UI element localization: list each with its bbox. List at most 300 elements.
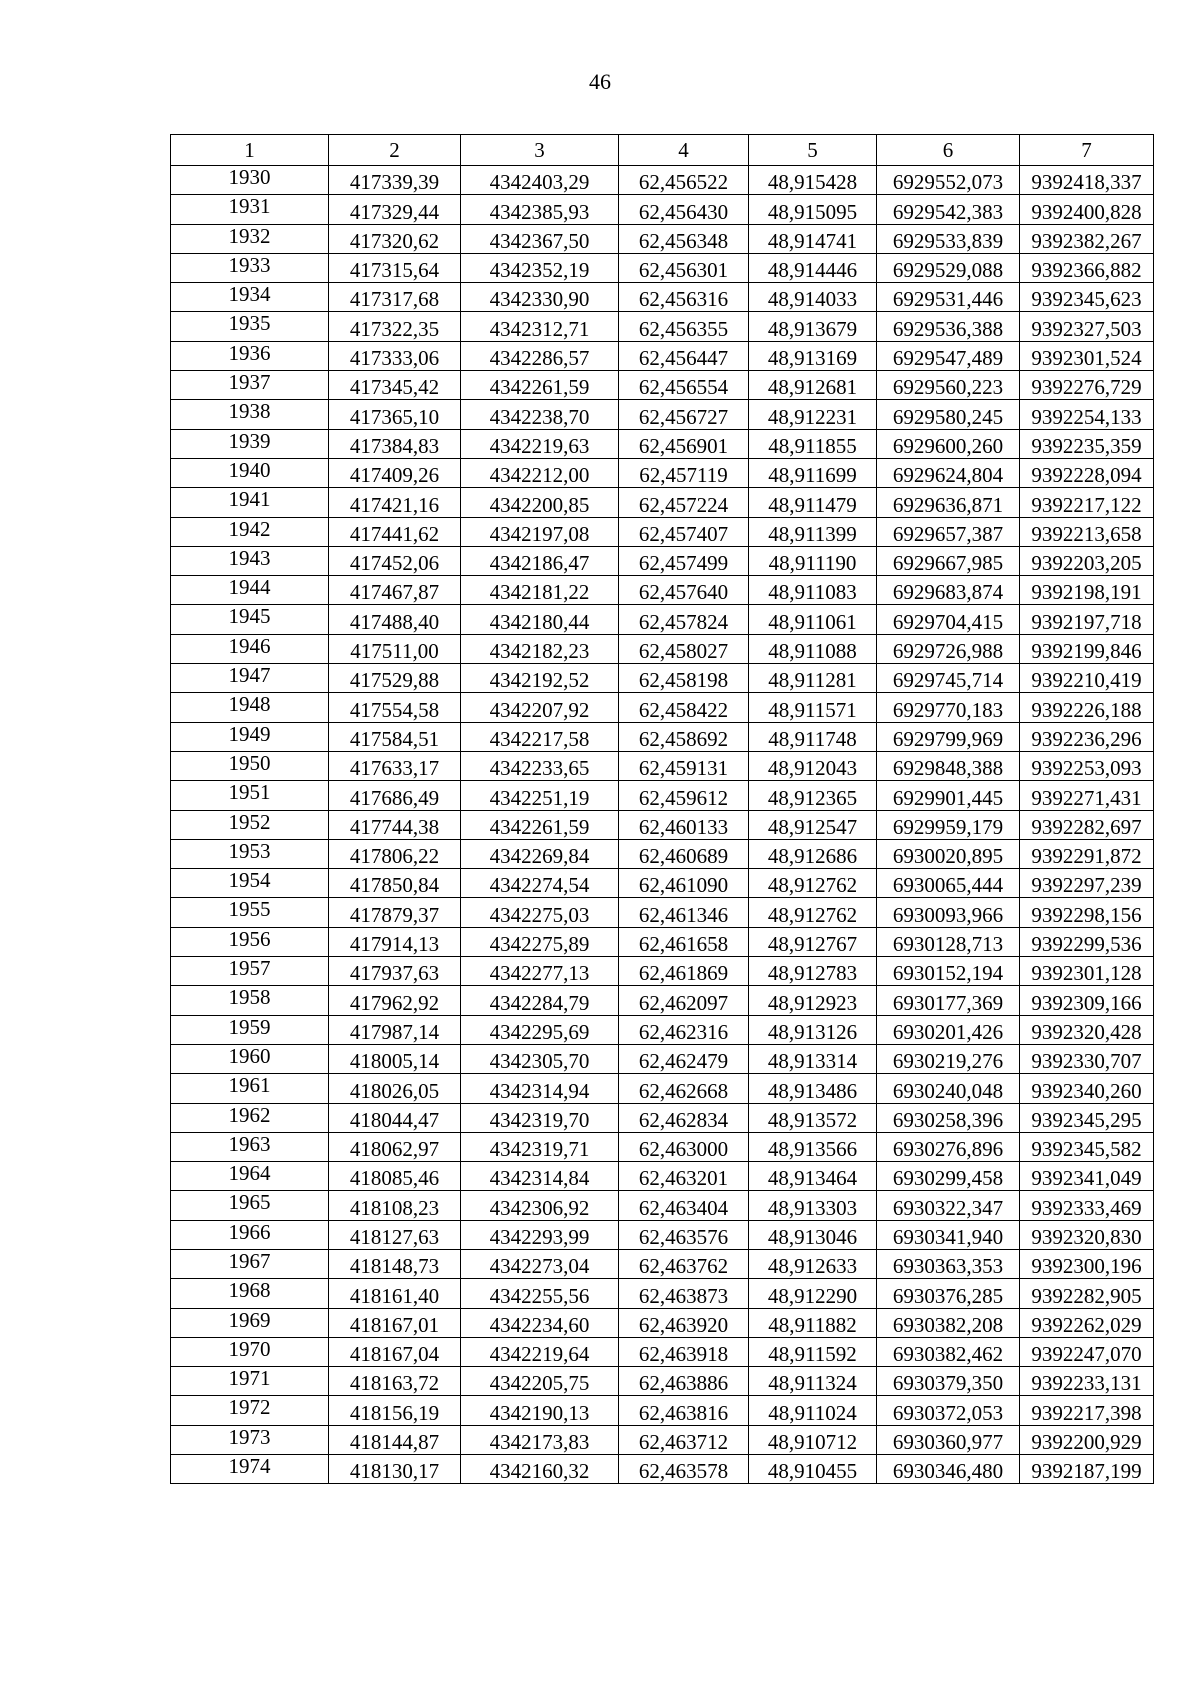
value-cell: 6929848,388: [877, 751, 1020, 780]
value-cell: 48,915095: [749, 195, 877, 224]
value-cell: 6930020,895: [877, 839, 1020, 868]
table-row: [171, 1455, 1154, 1484]
value-cell: 62,463918: [619, 1337, 749, 1366]
value-cell: 62,458692: [619, 722, 749, 751]
value-cell: 4342286,57: [461, 341, 619, 370]
value-cell: 48,913464: [749, 1162, 877, 1191]
value-cell: 417806,22: [329, 839, 461, 868]
value-cell: 6930376,285: [877, 1279, 1020, 1308]
value-cell: 4342234,60: [461, 1308, 619, 1337]
column-header: 3: [461, 135, 619, 166]
value-cell: 417554,58: [329, 693, 461, 722]
value-cell: 4342181,22: [461, 576, 619, 605]
value-cell: 9392217,398: [1020, 1396, 1154, 1425]
value-cell: 417441,62: [329, 517, 461, 546]
value-cell: 417384,83: [329, 429, 461, 458]
year-cell: 1960: [171, 1044, 329, 1073]
value-cell: 62,457119: [619, 458, 749, 487]
value-cell: 4342275,89: [461, 927, 619, 956]
table-row: [171, 283, 1154, 312]
value-cell: 6930346,480: [877, 1455, 1020, 1484]
value-cell: 48,912686: [749, 839, 877, 868]
value-cell: 48,912231: [749, 400, 877, 429]
value-cell: 4342274,54: [461, 869, 619, 898]
year-cell: 1944: [171, 576, 329, 605]
value-cell: 6929529,088: [877, 253, 1020, 282]
value-cell: 6930363,353: [877, 1249, 1020, 1278]
value-cell: 417633,17: [329, 751, 461, 780]
value-cell: 9392187,199: [1020, 1455, 1154, 1484]
value-cell: 418044,47: [329, 1103, 461, 1132]
value-cell: 6929636,871: [877, 488, 1020, 517]
year-cell: 1968: [171, 1279, 329, 1308]
value-cell: 417317,68: [329, 283, 461, 312]
table-row: [171, 1279, 1154, 1308]
value-cell: 9392197,718: [1020, 605, 1154, 634]
value-cell: 417421,16: [329, 488, 461, 517]
table-row: [171, 429, 1154, 458]
year-cell: 1951: [171, 781, 329, 810]
table-row: [171, 166, 1154, 195]
value-cell: 417744,38: [329, 810, 461, 839]
table-row: [171, 1308, 1154, 1337]
value-cell: 9392300,196: [1020, 1249, 1154, 1278]
table-row: [171, 986, 1154, 1015]
year-cell: 1933: [171, 253, 329, 282]
table-row: [171, 1074, 1154, 1103]
value-cell: 9392235,359: [1020, 429, 1154, 458]
table-row: [171, 1220, 1154, 1249]
value-cell: 6929542,383: [877, 195, 1020, 224]
table-row: [171, 1044, 1154, 1073]
value-cell: 4342314,94: [461, 1074, 619, 1103]
table-row: [171, 224, 1154, 253]
value-cell: 62,456554: [619, 371, 749, 400]
value-cell: 62,456447: [619, 341, 749, 370]
table-row: [171, 400, 1154, 429]
table-row: [171, 634, 1154, 663]
table-row: [171, 781, 1154, 810]
value-cell: 9392327,503: [1020, 312, 1154, 341]
value-cell: 4342293,99: [461, 1220, 619, 1249]
value-cell: 62,463920: [619, 1308, 749, 1337]
value-cell: 4342275,03: [461, 898, 619, 927]
value-cell: 48,911190: [749, 546, 877, 575]
value-cell: 48,912043: [749, 751, 877, 780]
year-cell: 1932: [171, 224, 329, 253]
year-cell: 1947: [171, 664, 329, 693]
value-cell: 48,913679: [749, 312, 877, 341]
year-cell: 1950: [171, 751, 329, 780]
year-cell: 1954: [171, 869, 329, 898]
column-header: 4: [619, 135, 749, 166]
table-row: [171, 371, 1154, 400]
value-cell: 417511,00: [329, 634, 461, 663]
value-cell: 6929560,223: [877, 371, 1020, 400]
value-cell: 4342312,71: [461, 312, 619, 341]
year-cell: 1943: [171, 546, 329, 575]
value-cell: 48,911699: [749, 458, 877, 487]
value-cell: 417529,88: [329, 664, 461, 693]
value-cell: 6930240,048: [877, 1074, 1020, 1103]
value-cell: 9392228,094: [1020, 458, 1154, 487]
value-cell: 4342200,85: [461, 488, 619, 517]
table-row: [171, 195, 1154, 224]
value-cell: 418156,19: [329, 1396, 461, 1425]
value-cell: 48,912290: [749, 1279, 877, 1308]
value-cell: 4342217,58: [461, 722, 619, 751]
value-cell: 6930360,977: [877, 1425, 1020, 1454]
value-cell: 62,463578: [619, 1455, 749, 1484]
value-cell: 4342180,44: [461, 605, 619, 634]
value-cell: 4342367,50: [461, 224, 619, 253]
value-cell: 6930201,426: [877, 1015, 1020, 1044]
value-cell: 9392213,658: [1020, 517, 1154, 546]
value-cell: 48,912762: [749, 898, 877, 927]
table-row: [171, 957, 1154, 986]
value-cell: 48,911855: [749, 429, 877, 458]
value-cell: 4342295,69: [461, 1015, 619, 1044]
value-cell: 9392345,295: [1020, 1103, 1154, 1132]
value-cell: 6929959,179: [877, 810, 1020, 839]
value-cell: 62,462834: [619, 1103, 749, 1132]
value-cell: 417987,14: [329, 1015, 461, 1044]
value-cell: 6930299,458: [877, 1162, 1020, 1191]
value-cell: 48,911399: [749, 517, 877, 546]
value-cell: 48,911592: [749, 1337, 877, 1366]
value-cell: 4342192,52: [461, 664, 619, 693]
value-cell: 48,914033: [749, 283, 877, 312]
value-cell: 48,910712: [749, 1425, 877, 1454]
value-cell: 6929745,714: [877, 664, 1020, 693]
value-cell: 62,456355: [619, 312, 749, 341]
value-cell: 4342306,92: [461, 1191, 619, 1220]
value-cell: 62,456301: [619, 253, 749, 282]
value-cell: 62,462316: [619, 1015, 749, 1044]
year-cell: 1945: [171, 605, 329, 634]
value-cell: 48,913566: [749, 1132, 877, 1161]
value-cell: 62,460689: [619, 839, 749, 868]
value-cell: 4342261,59: [461, 371, 619, 400]
value-cell: 6930258,396: [877, 1103, 1020, 1132]
value-cell: 6930322,347: [877, 1191, 1020, 1220]
table-row: [171, 546, 1154, 575]
value-cell: 6929536,388: [877, 312, 1020, 341]
table-row: [171, 664, 1154, 693]
value-cell: 418163,72: [329, 1367, 461, 1396]
value-cell: 4342403,29: [461, 166, 619, 195]
value-cell: 418026,05: [329, 1074, 461, 1103]
value-cell: 6930093,966: [877, 898, 1020, 927]
value-cell: 62,463000: [619, 1132, 749, 1161]
value-cell: 48,914446: [749, 253, 877, 282]
table-row: [171, 927, 1154, 956]
value-cell: 62,459612: [619, 781, 749, 810]
value-cell: 62,456430: [619, 195, 749, 224]
value-cell: 62,462479: [619, 1044, 749, 1073]
value-cell: 9392198,191: [1020, 576, 1154, 605]
value-cell: 9392320,830: [1020, 1220, 1154, 1249]
value-cell: 4342190,13: [461, 1396, 619, 1425]
value-cell: 6930379,350: [877, 1367, 1020, 1396]
value-cell: 48,913314: [749, 1044, 877, 1073]
value-cell: 417333,06: [329, 341, 461, 370]
value-cell: 6930128,713: [877, 927, 1020, 956]
table-row: [171, 1367, 1154, 1396]
year-cell: 1941: [171, 488, 329, 517]
value-cell: 9392301,524: [1020, 341, 1154, 370]
value-cell: 9392291,872: [1020, 839, 1154, 868]
value-cell: 6930065,444: [877, 869, 1020, 898]
year-cell: 1971: [171, 1367, 329, 1396]
year-cell: 1934: [171, 283, 329, 312]
year-cell: 1946: [171, 634, 329, 663]
value-cell: 62,457640: [619, 576, 749, 605]
year-cell: 1931: [171, 195, 329, 224]
value-cell: 48,911281: [749, 664, 877, 693]
value-cell: 417962,92: [329, 986, 461, 1015]
value-cell: 62,458198: [619, 664, 749, 693]
table-row: [171, 312, 1154, 341]
value-cell: 62,456901: [619, 429, 749, 458]
value-cell: 62,463762: [619, 1249, 749, 1278]
value-cell: 417850,84: [329, 869, 461, 898]
value-cell: 9392345,623: [1020, 283, 1154, 312]
value-cell: 9392217,122: [1020, 488, 1154, 517]
value-cell: 418127,63: [329, 1220, 461, 1249]
table-row: [171, 751, 1154, 780]
value-cell: 4342352,19: [461, 253, 619, 282]
year-cell: 1930: [171, 166, 329, 195]
value-cell: 62,456316: [619, 283, 749, 312]
value-cell: 48,915428: [749, 166, 877, 195]
value-cell: 6930382,462: [877, 1337, 1020, 1366]
year-cell: 1964: [171, 1162, 329, 1191]
column-header: 5: [749, 135, 877, 166]
value-cell: 62,463576: [619, 1220, 749, 1249]
table-row: [171, 1396, 1154, 1425]
value-cell: 4342197,08: [461, 517, 619, 546]
value-cell: 9392282,905: [1020, 1279, 1154, 1308]
value-cell: 9392233,131: [1020, 1367, 1154, 1396]
value-cell: 62,456348: [619, 224, 749, 253]
value-cell: 4342173,83: [461, 1425, 619, 1454]
year-cell: 1965: [171, 1191, 329, 1220]
table-row: [171, 1162, 1154, 1191]
value-cell: 4342385,93: [461, 195, 619, 224]
value-cell: 9392203,205: [1020, 546, 1154, 575]
year-cell: 1970: [171, 1337, 329, 1366]
table-row: [171, 1337, 1154, 1366]
value-cell: 417320,62: [329, 224, 461, 253]
value-cell: 4342305,70: [461, 1044, 619, 1073]
value-cell: 48,911088: [749, 634, 877, 663]
table-row: [171, 517, 1154, 546]
table-row: [171, 576, 1154, 605]
value-cell: 417409,26: [329, 458, 461, 487]
table-row: [171, 1132, 1154, 1161]
value-cell: 4342233,65: [461, 751, 619, 780]
value-cell: 418005,14: [329, 1044, 461, 1073]
year-cell: 1957: [171, 957, 329, 986]
year-cell: 1963: [171, 1132, 329, 1161]
value-cell: 62,456727: [619, 400, 749, 429]
value-cell: 6929600,260: [877, 429, 1020, 458]
value-cell: 418085,46: [329, 1162, 461, 1191]
value-cell: 6929704,415: [877, 605, 1020, 634]
value-cell: 417329,44: [329, 195, 461, 224]
value-cell: 48,913046: [749, 1220, 877, 1249]
value-cell: 4342251,19: [461, 781, 619, 810]
value-cell: 417322,35: [329, 312, 461, 341]
value-cell: 62,461346: [619, 898, 749, 927]
value-cell: 6929667,985: [877, 546, 1020, 575]
value-cell: 6929624,804: [877, 458, 1020, 487]
value-cell: 48,912365: [749, 781, 877, 810]
year-cell: 1956: [171, 927, 329, 956]
table-row: [171, 1015, 1154, 1044]
value-cell: 62,463201: [619, 1162, 749, 1191]
year-cell: 1953: [171, 839, 329, 868]
value-cell: 9392262,029: [1020, 1308, 1154, 1337]
value-cell: 6930382,208: [877, 1308, 1020, 1337]
value-cell: 48,913303: [749, 1191, 877, 1220]
value-cell: 4342255,56: [461, 1279, 619, 1308]
value-cell: 9392200,929: [1020, 1425, 1154, 1454]
year-cell: 1959: [171, 1015, 329, 1044]
value-cell: 48,912547: [749, 810, 877, 839]
value-cell: 6929770,183: [877, 693, 1020, 722]
value-cell: 4342219,64: [461, 1337, 619, 1366]
value-cell: 417452,06: [329, 546, 461, 575]
value-cell: 62,463712: [619, 1425, 749, 1454]
value-cell: 418161,40: [329, 1279, 461, 1308]
value-cell: 62,463816: [619, 1396, 749, 1425]
table-row: [171, 1103, 1154, 1132]
value-cell: 417365,10: [329, 400, 461, 429]
value-cell: 62,462097: [619, 986, 749, 1015]
value-cell: 9392320,428: [1020, 1015, 1154, 1044]
value-cell: 9392282,697: [1020, 810, 1154, 839]
value-cell: 6930341,940: [877, 1220, 1020, 1249]
column-header: 2: [329, 135, 461, 166]
value-cell: 418062,97: [329, 1132, 461, 1161]
year-cell: 1942: [171, 517, 329, 546]
value-cell: 9392366,882: [1020, 253, 1154, 282]
year-cell: 1973: [171, 1425, 329, 1454]
year-cell: 1940: [171, 458, 329, 487]
year-cell: 1967: [171, 1249, 329, 1278]
value-cell: 4342330,90: [461, 283, 619, 312]
value-cell: 62,458027: [619, 634, 749, 663]
value-cell: 48,911024: [749, 1396, 877, 1425]
value-cell: 9392297,239: [1020, 869, 1154, 898]
year-cell: 1974: [171, 1455, 329, 1484]
value-cell: 62,457499: [619, 546, 749, 575]
value-cell: 62,461658: [619, 927, 749, 956]
value-cell: 48,913486: [749, 1074, 877, 1103]
value-cell: 4342205,75: [461, 1367, 619, 1396]
value-cell: 417584,51: [329, 722, 461, 751]
year-cell: 1949: [171, 722, 329, 751]
table-header-row: [171, 135, 1154, 166]
value-cell: 48,911083: [749, 576, 877, 605]
value-cell: 62,461869: [619, 957, 749, 986]
table-row: [171, 488, 1154, 517]
value-cell: 4342284,79: [461, 986, 619, 1015]
value-cell: 62,457407: [619, 517, 749, 546]
column-header: 6: [877, 135, 1020, 166]
value-cell: 48,912923: [749, 986, 877, 1015]
value-cell: 62,456522: [619, 166, 749, 195]
value-cell: 48,912681: [749, 371, 877, 400]
value-cell: 417315,64: [329, 253, 461, 282]
value-cell: 417914,13: [329, 927, 461, 956]
value-cell: 6929901,445: [877, 781, 1020, 810]
value-cell: 9392226,188: [1020, 693, 1154, 722]
year-cell: 1937: [171, 371, 329, 400]
value-cell: 48,912767: [749, 927, 877, 956]
value-cell: 4342319,71: [461, 1132, 619, 1161]
table-row: [171, 605, 1154, 634]
value-cell: 4342269,84: [461, 839, 619, 868]
page-number: 46: [589, 69, 611, 94]
value-cell: 4342238,70: [461, 400, 619, 429]
year-cell: 1962: [171, 1103, 329, 1132]
value-cell: 9392301,128: [1020, 957, 1154, 986]
value-cell: 6929533,839: [877, 224, 1020, 253]
value-cell: 4342207,92: [461, 693, 619, 722]
year-cell: 1935: [171, 312, 329, 341]
table-row: [171, 1191, 1154, 1220]
table-row: [171, 693, 1154, 722]
value-cell: 417339,39: [329, 166, 461, 195]
value-cell: 48,913572: [749, 1103, 877, 1132]
value-cell: 418144,87: [329, 1425, 461, 1454]
year-cell: 1938: [171, 400, 329, 429]
value-cell: 6930372,053: [877, 1396, 1020, 1425]
value-cell: 417467,87: [329, 576, 461, 605]
value-cell: 48,912762: [749, 869, 877, 898]
value-cell: 4342182,23: [461, 634, 619, 663]
value-cell: 6929552,073: [877, 166, 1020, 195]
value-cell: 62,457824: [619, 605, 749, 634]
value-cell: 6929580,245: [877, 400, 1020, 429]
value-cell: 9392298,156: [1020, 898, 1154, 927]
value-cell: 9392236,296: [1020, 722, 1154, 751]
value-cell: 418108,23: [329, 1191, 461, 1220]
value-cell: 9392299,536: [1020, 927, 1154, 956]
value-cell: 9392330,707: [1020, 1044, 1154, 1073]
value-cell: 9392210,419: [1020, 664, 1154, 693]
table-row: [171, 253, 1154, 282]
value-cell: 417488,40: [329, 605, 461, 634]
value-cell: 48,913126: [749, 1015, 877, 1044]
value-cell: 48,910455: [749, 1455, 877, 1484]
value-cell: 6929547,489: [877, 341, 1020, 370]
value-cell: 9392418,337: [1020, 166, 1154, 195]
year-cell: 1969: [171, 1308, 329, 1337]
value-cell: 62,463873: [619, 1279, 749, 1308]
value-cell: 62,461090: [619, 869, 749, 898]
value-cell: 6929799,969: [877, 722, 1020, 751]
value-cell: 418130,17: [329, 1455, 461, 1484]
value-cell: 48,914741: [749, 224, 877, 253]
value-cell: 418167,01: [329, 1308, 461, 1337]
value-cell: 62,462668: [619, 1074, 749, 1103]
year-cell: 1961: [171, 1074, 329, 1103]
value-cell: 62,460133: [619, 810, 749, 839]
